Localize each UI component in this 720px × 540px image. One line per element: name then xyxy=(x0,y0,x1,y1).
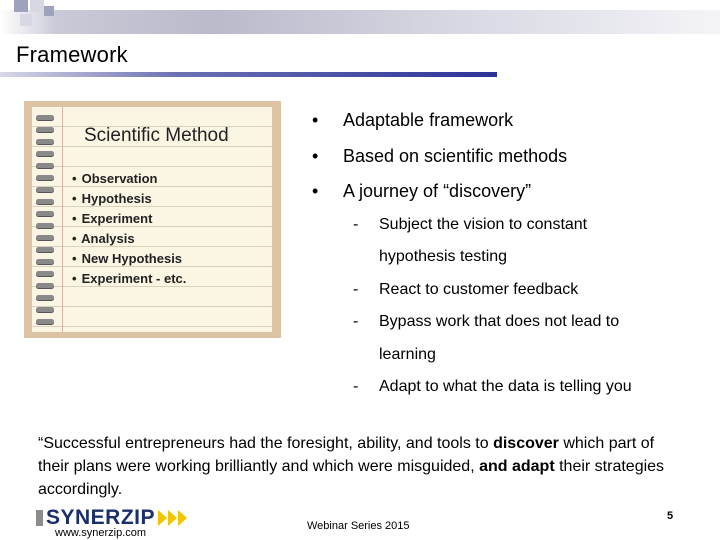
quote-text: “Successful entrepreneurs had the foresight, ability, and tools to discover which part of their plans were working brilliantly and which were misguided, and adapt their strategies accordingly. xyxy=(38,435,665,498)
title-underline xyxy=(0,72,497,77)
series-label: Webinar Series 2015 xyxy=(307,520,410,532)
page-number: 5 xyxy=(667,510,674,522)
header-band xyxy=(0,0,720,34)
notebook-list xyxy=(72,169,186,289)
slide-title: Framework xyxy=(16,42,128,67)
website-link[interactable]: www.synerzip.com xyxy=(55,527,147,539)
list-item: • Experiment - etc. xyxy=(72,271,187,286)
list-item: • New Hypothesis xyxy=(72,251,183,266)
list-item: • Experiment xyxy=(72,211,153,226)
list-item: • Analysis xyxy=(72,231,135,246)
list-item: • Hypothesis xyxy=(72,191,152,206)
scientific-method-image xyxy=(24,101,281,338)
synerzip-logo: SYNERZIP xyxy=(36,508,187,528)
list-item: • Observation xyxy=(72,171,158,186)
notebook-title: Scientific Method xyxy=(84,125,229,146)
